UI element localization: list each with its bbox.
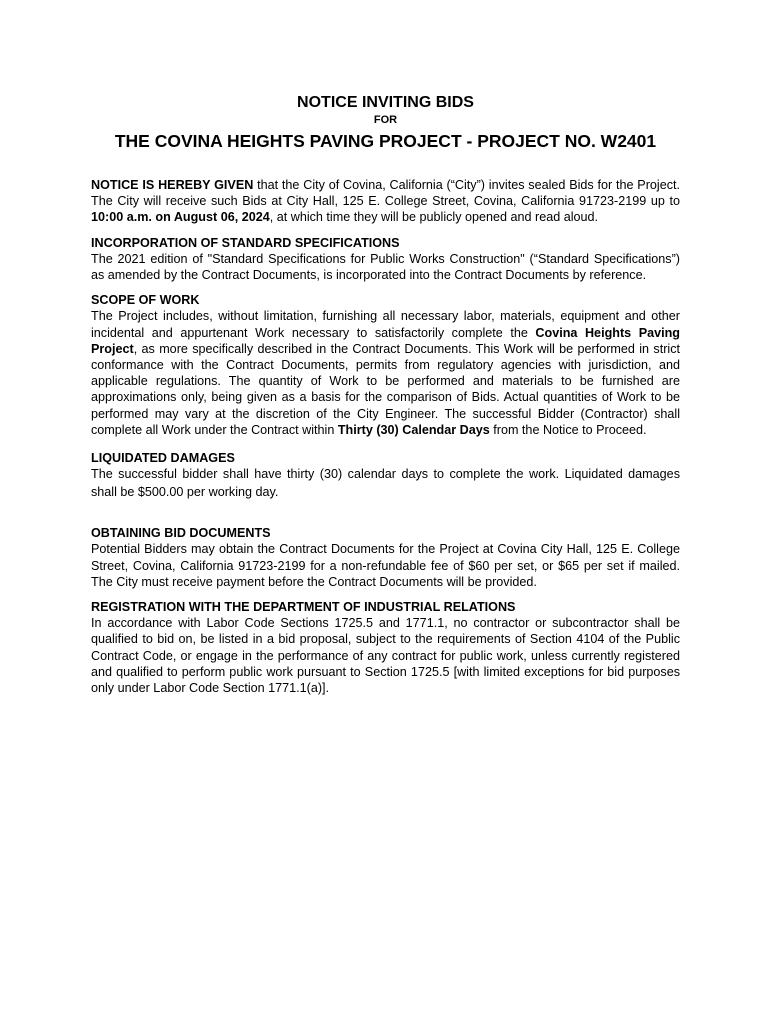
scope-section xyxy=(91,292,680,438)
title-block xyxy=(91,93,680,152)
contract-duration: Thirty (30) Calendar Days xyxy=(337,422,490,437)
document-page xyxy=(91,93,680,696)
scope-text-1: The Project includes, without limitation, furnishing all necessary labor, materials, equipment and other incidental and appurtenant Work necessary to satisfactorily complete the xyxy=(91,309,680,340)
scope-text-3: from the Notice to Proceed. xyxy=(489,422,647,437)
for-label: FOR xyxy=(373,114,398,126)
bid-docs-heading: OBTAINING BID DOCUMENTS xyxy=(91,526,271,541)
standard-specs-section xyxy=(91,235,680,284)
registration-section xyxy=(91,599,680,696)
scope-paragraph xyxy=(91,308,680,438)
project-title: THE COVINA HEIGHTS PAVING PROJECT - PROJECT NO. W2401 xyxy=(114,131,657,151)
scope-heading: SCOPE OF WORK xyxy=(91,293,200,308)
bid-docs-body: Potential Bidders may obtain the Contract Documents for the Project at Covina City Hall, 125 E. College Street, Covina, California 91723-2199 for a non-refundable fee of $60 per set, or $65 per set if mailed. The City must receive payment before the Contract Documents will be provided. xyxy=(91,542,680,589)
liquidated-heading: LIQUIDATED DAMAGES xyxy=(91,451,235,466)
bid-docs-section xyxy=(91,525,680,590)
liquidated-body: The successful bidder shall have thirty (30) calendar days to complete the work. Liquidated damages shall be $500.00 per working day. xyxy=(91,467,680,499)
standard-specs-body: The 2021 edition of "Standard Specifications for Public Works Construction" (“Standard Specifications”) as amended by the Contract Documents, is incorporated into the Contract Documents by reference. xyxy=(91,251,680,283)
scope-text-2: , as more specifically described in the Contract Documents. This Work will be performed in strict conformance with the Contract Documents, permits from regulatory agencies with jurisdiction, and applicable regulations. The quantity of Work to be performed and materials to be furnished are approximations only, being given as a basis for the comparison of Bids. Actual quantities of Work to be performed may vary at the discretion of the City Engineer. The successful Bidder (Contractor) shall complete all Work under the Contract within xyxy=(91,341,680,437)
bid-deadline: 10:00 a.m. on August 06, 2024 xyxy=(91,210,270,225)
registration-body: In accordance with Labor Code Sections 1725.5 and 1771.1, no contractor or subcontractor shall be qualified to bid on, be listed in a bid proposal, subject to the requirements of Section 4104 of the Public Contract Code, or engage in the performance of any contract for public work, unless currently registered and qualified to perform public work pursuant to Section 1725.5 [with limited exceptions for bid purposes only under Labor Code Section 1771.1(a)]. xyxy=(91,616,680,696)
project-name: Covina Heights Paving Project xyxy=(91,325,680,356)
notice-paragraph xyxy=(91,177,680,226)
liquidated-section xyxy=(91,450,680,501)
notice-text-1: that the City of Covina, California (“City”) invites sealed Bids for the Project. The City will receive such Bids at City Hall, 125 E. College Street, Covina, California 91723-2199 up to xyxy=(91,178,680,209)
registration-heading: REGISTRATION WITH THE DEPARTMENT OF INDUSTRIAL RELATIONS xyxy=(91,600,516,615)
notice-section xyxy=(91,177,680,226)
standard-specs-heading: INCORPORATION OF STANDARD SPECIFICATIONS xyxy=(91,235,400,250)
notice-text-2: , at which time they will be publicly opened and read aloud. xyxy=(269,210,599,225)
notice-lead: NOTICE IS HEREBY GIVEN xyxy=(91,178,254,192)
document-title: NOTICE INVITING BIDS xyxy=(297,94,474,111)
